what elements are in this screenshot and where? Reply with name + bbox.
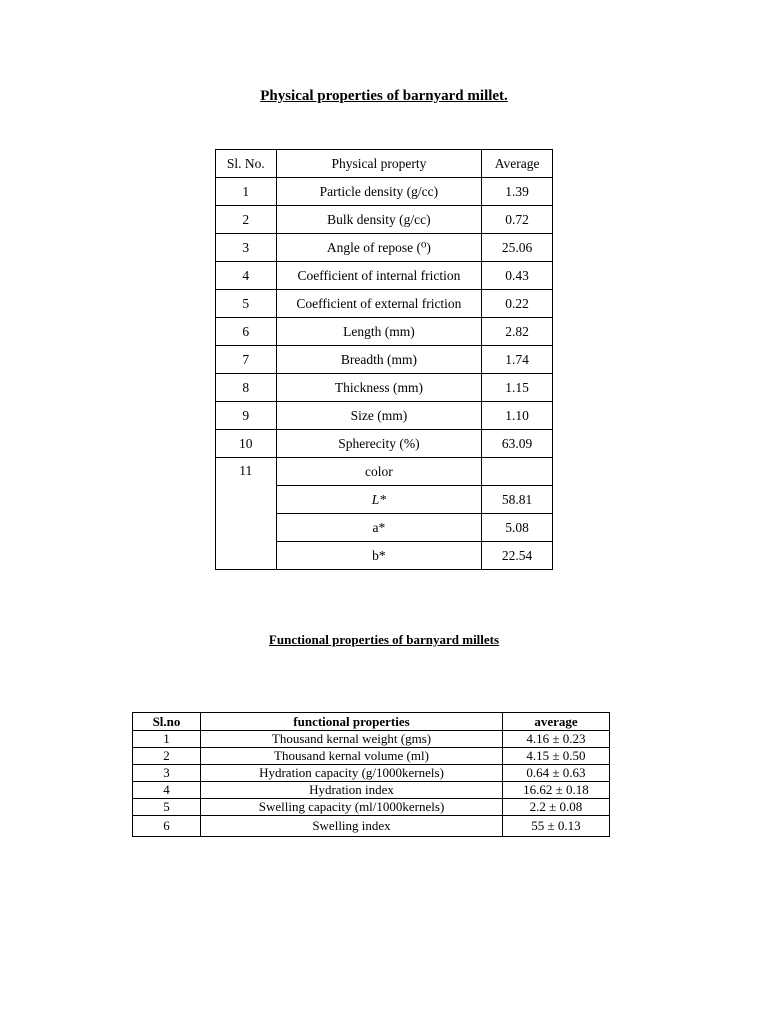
cell-property: Coefficient of internal friction: [276, 262, 482, 290]
cell-sl: 8: [216, 374, 277, 402]
header-average: Average: [482, 150, 553, 178]
cell-average: 0.43: [482, 262, 553, 290]
cell-sl: 2: [133, 748, 201, 765]
cell-sl: 4: [133, 782, 201, 799]
cell-average: 55 ± 0.13: [503, 816, 610, 837]
table-row: [133, 748, 610, 765]
cell-property: Breadth (mm): [276, 346, 482, 374]
cell-sl: 9: [216, 402, 277, 430]
cell-property: Hydration capacity (g/1000kernels): [201, 765, 503, 782]
header-sl-no: Sl. No.: [216, 150, 277, 178]
cell-property: Swelling capacity (ml/1000kernels): [201, 799, 503, 816]
cell-average: 4.15 ± 0.50: [503, 748, 610, 765]
physical-properties-title: Physical properties of barnyard millet.: [260, 88, 508, 104]
cell-average: 1.15: [482, 374, 553, 402]
cell-sl: 3: [216, 234, 277, 262]
table-row: [216, 346, 553, 374]
cell-average: 1.39: [482, 178, 553, 206]
cell-average: 2.2 ± 0.08: [503, 799, 610, 816]
cell-sl: 4: [216, 262, 277, 290]
cell-sl: 2: [216, 206, 277, 234]
header-average: average: [503, 713, 610, 731]
cell-average: 63.09: [482, 430, 553, 458]
physical-properties-table: [215, 149, 553, 570]
table-row: [216, 402, 553, 430]
table-row: [133, 731, 610, 748]
table-row: [216, 178, 553, 206]
cell-property: b*: [276, 542, 482, 570]
table-row: [216, 262, 553, 290]
cell-property: a*: [276, 514, 482, 542]
cell-average: 0.22: [482, 290, 553, 318]
table-row: [133, 799, 610, 816]
cell-property: Spherecity (%): [276, 430, 482, 458]
cell-average: 1.10: [482, 402, 553, 430]
cell-average: 5.08: [482, 514, 553, 542]
header-functional-properties: functional properties: [201, 713, 503, 731]
cell-property: color: [276, 458, 482, 486]
functional-properties-title: Functional properties of barnyard millets: [268, 632, 500, 647]
cell-property: Thickness (mm): [276, 374, 482, 402]
table-row: [216, 234, 553, 262]
cell-property: Particle density (g/cc): [276, 178, 482, 206]
cell-sl: 11: [216, 458, 277, 570]
cell-property: Coefficient of external friction: [276, 290, 482, 318]
cell-average: 0.64 ± 0.63: [503, 765, 610, 782]
table-row: [133, 782, 610, 799]
cell-property: Thousand kernal volume (ml): [201, 748, 503, 765]
cell-property: Angle of repose (⁰): [276, 234, 482, 262]
cell-sl: 6: [216, 318, 277, 346]
cell-sl: 6: [133, 816, 201, 837]
cell-average: 58.81: [482, 486, 553, 514]
cell-sl: 10: [216, 430, 277, 458]
cell-property: Swelling index: [201, 816, 503, 837]
header-sl-no: Sl.no: [133, 713, 201, 731]
cell-average: 0.72: [482, 206, 553, 234]
cell-average: 2.82: [482, 318, 553, 346]
cell-sl: 1: [133, 731, 201, 748]
table-row: [216, 206, 553, 234]
cell-average: 25.06: [482, 234, 553, 262]
table-row: [216, 374, 553, 402]
table-row: [216, 430, 553, 458]
table-row: [216, 458, 553, 486]
cell-property: Length (mm): [276, 318, 482, 346]
cell-property: L*: [276, 486, 482, 514]
cell-sl: 5: [216, 290, 277, 318]
cell-sl: 1: [216, 178, 277, 206]
cell-property: Bulk density (g/cc): [276, 206, 482, 234]
cell-average: 22.54: [482, 542, 553, 570]
table-row: [133, 765, 610, 782]
cell-sl: 7: [216, 346, 277, 374]
cell-average: 1.74: [482, 346, 553, 374]
cell-property: Thousand kernal weight (gms): [201, 731, 503, 748]
table-row: [216, 318, 553, 346]
cell-average: [482, 458, 553, 486]
cell-average: 4.16 ± 0.23: [503, 731, 610, 748]
functional-properties-table: [132, 712, 610, 837]
table-row: [133, 816, 610, 837]
header-physical-property: Physical property: [276, 150, 482, 178]
table-header-row: [133, 713, 610, 731]
table-header-row: [216, 150, 553, 178]
cell-average: 16.62 ± 0.18: [503, 782, 610, 799]
table-row: [216, 290, 553, 318]
cell-property: Size (mm): [276, 402, 482, 430]
cell-sl: 5: [133, 799, 201, 816]
cell-sl: 3: [133, 765, 201, 782]
cell-property: Hydration index: [201, 782, 503, 799]
